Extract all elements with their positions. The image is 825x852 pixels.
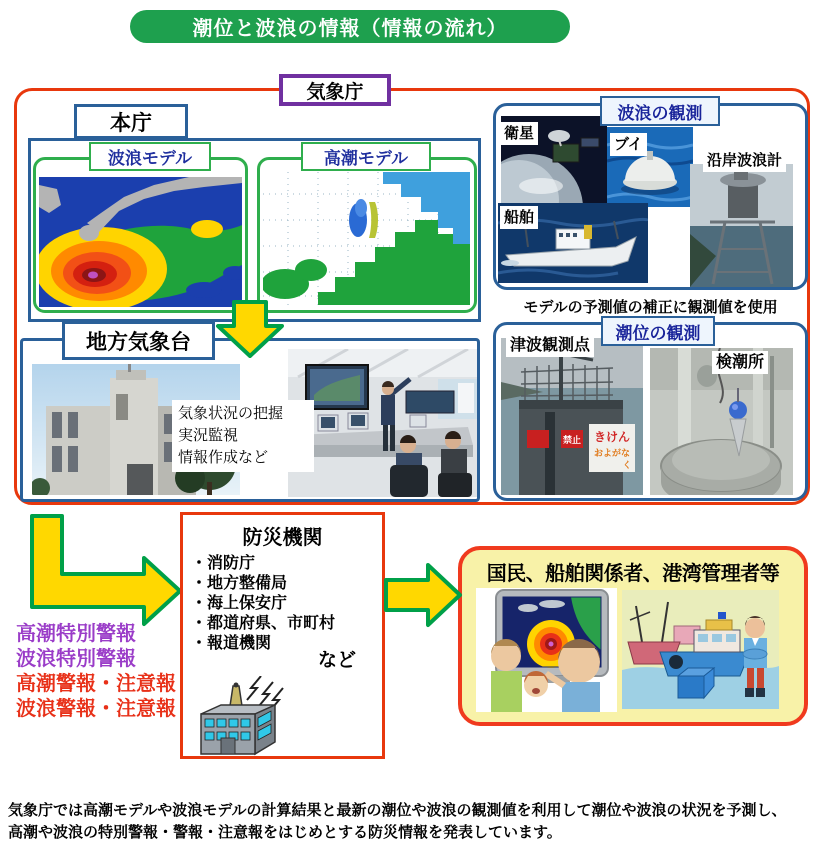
port-worker-cartoon bbox=[622, 590, 779, 709]
broadcast-building-illustration bbox=[193, 676, 311, 758]
coastal-wave-gauge-label: 沿岸波浪計 bbox=[703, 149, 786, 172]
surge-model-label: 高潮モデル bbox=[301, 142, 431, 171]
coastal-wave-gauge-photo bbox=[690, 164, 793, 287]
task-line: 気象状況の把握 bbox=[178, 405, 284, 422]
disaster-org-item: ・地方整備局 bbox=[191, 575, 288, 592]
disaster-org-item: ・都道府県、市町村 bbox=[191, 615, 336, 632]
warning-advisory-2: 波浪警報・注意報 bbox=[16, 698, 176, 720]
warning-special-2: 波浪特別警報 bbox=[16, 648, 136, 670]
footer-line-1: 気象庁では高潮モデルや波浪モデルの計算結果と最新の潮位や波浪の観測値を利用して潮位や波浪の状況を予測し、 bbox=[8, 802, 787, 819]
surge-model-image bbox=[263, 172, 470, 305]
right-arrow-icon bbox=[383, 560, 463, 630]
local-office-tasks bbox=[172, 400, 314, 472]
sign-stop-text: 禁止 bbox=[562, 435, 582, 445]
disaster-org-item: ・消防庁 bbox=[191, 555, 256, 572]
task-line: 情報作成など bbox=[178, 449, 269, 466]
footer-text bbox=[8, 800, 820, 844]
satellite-label: 衛星 bbox=[500, 122, 538, 145]
jma-label: 気象庁 bbox=[279, 74, 391, 106]
recipients-title: 国民、船舶関係者、港湾管理者等 bbox=[486, 563, 780, 585]
wave-observation-title: 波浪の観測 bbox=[600, 96, 720, 126]
warning-advisory-1: 高潮警報・注意報 bbox=[16, 673, 176, 695]
tide-station-label: 検潮所 bbox=[712, 351, 768, 374]
wave-model-label: 波浪モデル bbox=[89, 142, 211, 171]
sign-danger-text: きけん bbox=[593, 430, 631, 444]
tsunami-point-label: 津波観測点 bbox=[506, 334, 594, 357]
sign-noswim-text: およがな bbox=[593, 448, 631, 458]
observation-note: モデルの予測値の補正に観測値を使用 bbox=[523, 299, 778, 316]
disaster-org-item: ・海上保安庁 bbox=[191, 595, 288, 612]
family-watching-tv-cartoon bbox=[476, 588, 617, 712]
warning-list bbox=[16, 622, 176, 722]
headquarters-label: 本庁 bbox=[74, 104, 188, 139]
warning-special-1: 高潮特別警報 bbox=[16, 623, 136, 645]
down-arrow-icon bbox=[214, 300, 286, 358]
task-line: 実況監視 bbox=[178, 427, 239, 444]
ship-label: 船舶 bbox=[500, 206, 538, 229]
buoy-label: ブイ bbox=[610, 133, 647, 156]
tsunami-observation-point-photo bbox=[501, 338, 643, 495]
forecast-room-photo bbox=[288, 349, 477, 497]
sign-noswim-cont-text: く bbox=[622, 460, 632, 470]
page-title: 潮位と波浪の情報（情報の流れ） bbox=[130, 10, 570, 43]
elbow-arrow-icon bbox=[26, 512, 186, 628]
wave-model-image bbox=[39, 177, 242, 307]
tide-observation-title: 潮位の観測 bbox=[601, 316, 715, 346]
disaster-orgs-title: 防災機関 bbox=[242, 527, 323, 549]
local-office-label: 地方気象台 bbox=[62, 321, 215, 360]
footer-line-2: 高潮や波浪の特別警報・警報・注意報をはじめとする防災情報を発表しています。 bbox=[8, 824, 562, 841]
disaster-org-item: ・報道機関 bbox=[191, 635, 272, 652]
etc-label: など bbox=[318, 650, 357, 671]
